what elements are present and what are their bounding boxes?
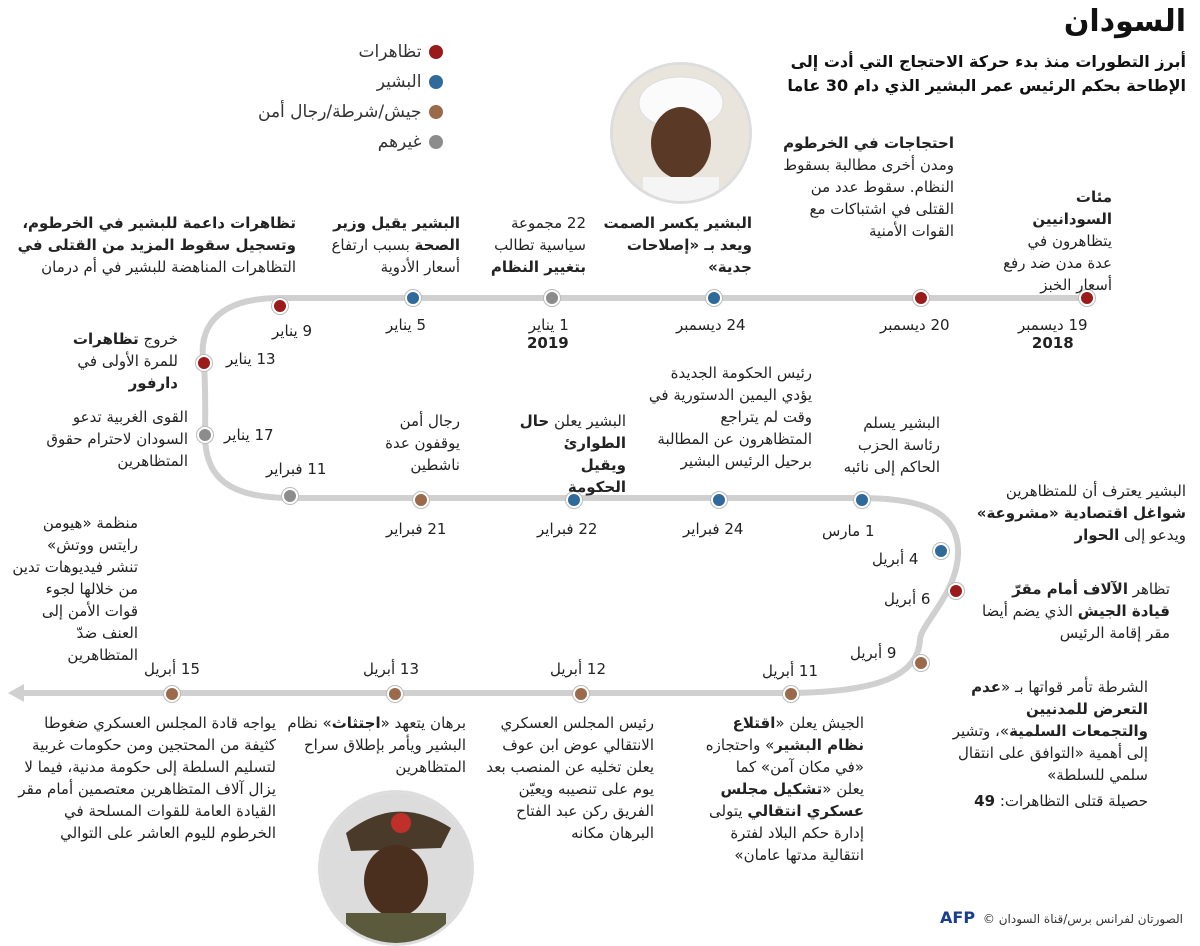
event-apr4: البشير يعترف أن للمتظاهرين شواغل اقتصادية «مشروعة» ويدعو إلى الحوار xyxy=(976,482,1186,544)
date-dec20: 20 ديسمبر xyxy=(880,316,950,334)
event-jan13: خروج تظاهرات للمرة الأولى في دارفور xyxy=(72,330,178,392)
event-apr15: يواجه قادة المجلس العسكري ضغوطا كثيفة من المحتجين ومن حكومات غربية لتسليم السلطة إلى حكومة مدنية، فيما لا يزال آلاف المتظاهرين معتصمين أمام مقر القيادة العامة للقوات المسلحة في الخرطوم لليوم العاشر على التوالي xyxy=(18,714,276,842)
dot-feb24 xyxy=(711,492,727,508)
date-apr13: 13 أبريل xyxy=(363,660,420,678)
bashir-portrait xyxy=(610,62,752,204)
footer xyxy=(940,908,1183,927)
date-dec19: 19 ديسمبر 2018 xyxy=(1018,316,1088,352)
event-feb21: رجال أمن يوقفون عدة ناشطين xyxy=(385,412,460,474)
event-dec24: البشير يكسر الصمت ويعد بـ «إصلاحات جدية» xyxy=(603,214,752,276)
legend-label: البشير xyxy=(376,72,422,92)
date-apr15: 15 أبريل xyxy=(144,660,201,678)
date-apr11: 11 أبريل xyxy=(762,662,819,680)
death-toll: حصيلة قتلى التظاهرات: 49 xyxy=(974,792,1148,810)
dot-apr4 xyxy=(933,543,949,559)
date-apr9: 9 أبريل xyxy=(850,644,897,662)
legend-label: تظاهرات xyxy=(358,42,422,62)
dot-jan13 xyxy=(196,355,212,371)
afp-logo: AFP xyxy=(940,908,976,927)
event-apr6: تظاهر الآلاف أمام مقرّ قيادة الجيش الذي يضم أيضا مقر إقامة الرئيس xyxy=(981,580,1170,642)
dot-apr12 xyxy=(573,686,589,702)
event-apr9: الشرطة تأمر قواتها بـ «عدم التعرض للمدنيين والتجمعات السلمية»، وتشير إلى أهمية «التوافق على انتقال سلمي للسلطة» حصيلة قتلى التظاهرات: 49 xyxy=(948,676,1148,812)
photo-credit: © الصورتان لفرانس برس/قناة السودان xyxy=(982,912,1184,926)
dot-apr13 xyxy=(387,686,403,702)
dot-apr9 xyxy=(913,655,929,671)
date-apr6: 6 أبريل xyxy=(884,590,931,608)
dot-dec20 xyxy=(913,290,929,306)
dot-dec24 xyxy=(706,290,722,306)
subtitle: أبرز التطورات منذ بدء حركة الاحتجاج التي أدت إلى الإطاحة بحكم الرئيس عمر البشير الذي دام 30 عاما xyxy=(787,52,1186,95)
timeline-arrow-head xyxy=(8,684,24,702)
event-jan9: تظاهرات داعمة للبشير في الخرطوم، وتسجيل سقوط المزيد من القتلى في التظاهرات المناهضة للبشير في أم درمان xyxy=(17,214,296,276)
event-jan17: القوى الغربية تدعو السودان لاحترام حقوق المتظاهرين xyxy=(46,408,188,470)
date-jan1: 1 يناير 2019 xyxy=(527,316,569,352)
date-dec24: 24 ديسمبر xyxy=(676,316,746,334)
event-jan5: البشير يقيل وزير الصحة بسبب ارتفاع أسعار الأدوية xyxy=(331,214,460,276)
dot-apr15 xyxy=(164,686,180,702)
legend-label: جيش/شرطة/رجال أمن xyxy=(258,102,422,122)
dot-jan17 xyxy=(197,427,213,443)
event-feb11: منظمة «هيومن رايتس ووتش» تنشر فيديوهات تدين من خلالها لجوء قوات الأمن إلى العنف ضدّ المتظاهرين xyxy=(12,514,138,664)
date-apr4: 4 أبريل xyxy=(872,550,919,568)
date-feb22: 22 فبراير xyxy=(537,520,598,538)
date-feb21: 21 فبراير xyxy=(386,520,447,538)
date-jan17: 17 يناير xyxy=(224,426,274,444)
dot-feb11 xyxy=(282,488,298,504)
date-feb24: 24 فبراير xyxy=(683,520,744,538)
event-feb24: رئيس الحكومة الجديدة يؤدي اليمين الدستورية في وقت لم يتراجع المتظاهرون عن المطالبة برحيل الرئيس البشير xyxy=(648,364,812,470)
event-apr13: برهان يتعهد «اجتثاث» نظام البشير ويأمر بإطلاق سراح المتظاهرين xyxy=(287,714,466,776)
dot-jan1 xyxy=(544,290,560,306)
burhan-portrait-image xyxy=(321,793,471,943)
event-apr11: الجيش يعلن «اقتلاع نظام البشير» واحتجازه «في مكان آمن» كما يعلن «تشكيل مجلس عسكري انتقالي يتولى إدارة حكم البلاد لفترة انتقالية مدتها عامان» xyxy=(705,714,864,864)
burhan-portrait xyxy=(318,790,474,946)
dot-apr6 xyxy=(948,583,964,599)
event-jan1: 22 مجموعة سياسية تطالب بتغيير النظام xyxy=(490,214,586,276)
event-mar1: البشير يسلم رئاسة الحزب الحاكم إلى نائبه xyxy=(843,414,940,476)
date-jan5: 5 يناير xyxy=(386,316,427,334)
dot-mar1 xyxy=(854,492,870,508)
event-feb22: البشير يعلن حال الطوارئ ويقيل الحكومة xyxy=(519,412,626,496)
legend-label: غيرهم xyxy=(377,132,422,152)
bashir-portrait-image xyxy=(613,65,749,201)
dot-jan5 xyxy=(405,290,421,306)
page-title: السودان xyxy=(1063,4,1186,39)
date-year-2018: 2018 xyxy=(1031,334,1074,352)
date-jan13: 13 يناير xyxy=(226,350,276,368)
date-mar1: 1 مارس xyxy=(822,522,875,540)
dot-apr11 xyxy=(783,686,799,702)
date-year-2019: 2019 xyxy=(527,334,569,352)
event-dec19: مئات السودانيين يتظاهرون في عدة مدن ضد رفع أسعار الخبز xyxy=(1003,188,1112,294)
event-dec20: احتجاجات في الخرطوم ومدن أخرى مطالبة بسقوط النظام. سقوط عدد من القتلى في اشتباكات مع القوات الأمنية xyxy=(783,134,954,240)
date-apr12: 12 أبريل xyxy=(550,660,607,678)
date-feb11: 11 فبراير xyxy=(266,460,327,478)
date-jan9: 9 يناير xyxy=(272,322,313,340)
event-apr12: رئيس المجلس العسكري الانتقالي عوض ابن عوف يعلن تخليه عن المنصب بعد يوم على تنصيبه ويعيّن الفريق ركن عبد الفتاح البرهان مكانه xyxy=(486,714,654,842)
dot-feb21 xyxy=(413,492,429,508)
dot-jan9 xyxy=(272,298,288,314)
